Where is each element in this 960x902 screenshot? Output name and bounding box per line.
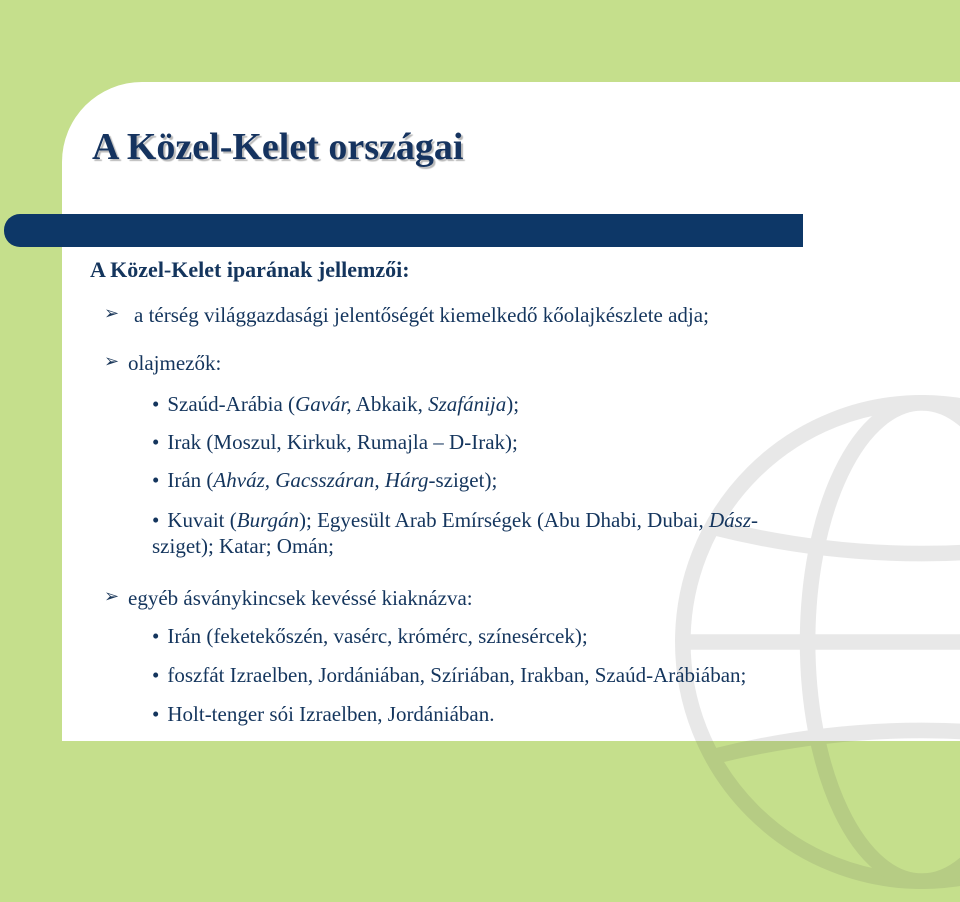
dot-bullet-icon: • — [152, 508, 160, 532]
text-part: Abkaik, — [351, 392, 429, 416]
text-part: Kuvait ( — [167, 508, 237, 532]
sub-bullet-dead-sea — [152, 701, 952, 727]
slide-title: A Közel-Kelet országai — [92, 126, 464, 168]
dot-bullet-icon: • — [152, 702, 160, 726]
text-part-italic: Dász — [709, 508, 752, 532]
text-part: -sziget); — [428, 468, 498, 492]
dot-bullet-icon: • — [152, 430, 160, 454]
text-part: ); — [506, 392, 520, 416]
arrow-bullet-icon: ➢ — [104, 586, 120, 606]
main-bullet-oil-reserves — [104, 302, 709, 328]
main-bullet-text: egyéb ásványkincsek kevéssé kiaknázva: — [128, 586, 473, 610]
text-part-italic: Ahváz, Gacsszáran, Hárg — [213, 468, 429, 492]
text-part: - — [751, 508, 759, 532]
text-part: foszfát Izraelben, Jordániában, Szíriában, Irakban, Szaúd-Arábiában; — [167, 663, 747, 687]
text-part: Irán ( — [167, 468, 214, 492]
main-bullet-other-minerals — [104, 585, 473, 611]
text-part: Szaúd-Arábia ( — [167, 392, 296, 416]
dot-bullet-icon: • — [152, 624, 160, 648]
text-part: Irak (Moszul, Kirkuk, Rumajla – D-Irak); — [167, 430, 518, 454]
sub-bullet-phosphate — [152, 662, 952, 688]
text-part: Holt-tenger sói Izraelben, Jordániában. — [167, 702, 495, 726]
main-bullet-text: olajmezők: — [128, 351, 222, 375]
text-part: Irán (feketekőszén, vasérc, krómérc, színesércek); — [167, 624, 588, 648]
text-part-italic: Gavár, — [295, 392, 352, 416]
title-underline-bar — [4, 214, 803, 247]
sub-bullet-iraq — [152, 429, 952, 455]
dot-bullet-icon: • — [152, 468, 160, 492]
text-part: ); Egyesült Arab Emírségek (Abu Dhabi, Dubai, — [299, 508, 709, 532]
text-part: sziget); Katar; Omán; — [152, 534, 334, 559]
section-subtitle: A Közel-Kelet iparának jellemzői: — [90, 257, 410, 282]
dot-bullet-icon: • — [152, 663, 160, 687]
sub-bullet-iran-oil — [152, 467, 952, 493]
dot-bullet-icon: • — [152, 392, 160, 416]
sub-bullet-saudi — [152, 391, 952, 417]
main-bullet-oilfields — [104, 350, 221, 376]
arrow-bullet-icon: ➢ — [104, 351, 120, 371]
arrow-bullet-icon: ➢ — [104, 303, 120, 323]
text-part-italic: Burgán — [236, 508, 299, 532]
sub-bullet-kuwait — [152, 507, 952, 560]
main-bullet-text: a térség világgazdasági jelentőségét kiemelkedő kőolajkészlete adja; — [134, 303, 709, 327]
text-part-italic: Szafánija — [428, 392, 507, 416]
sub-bullet-iran-minerals — [152, 623, 952, 649]
